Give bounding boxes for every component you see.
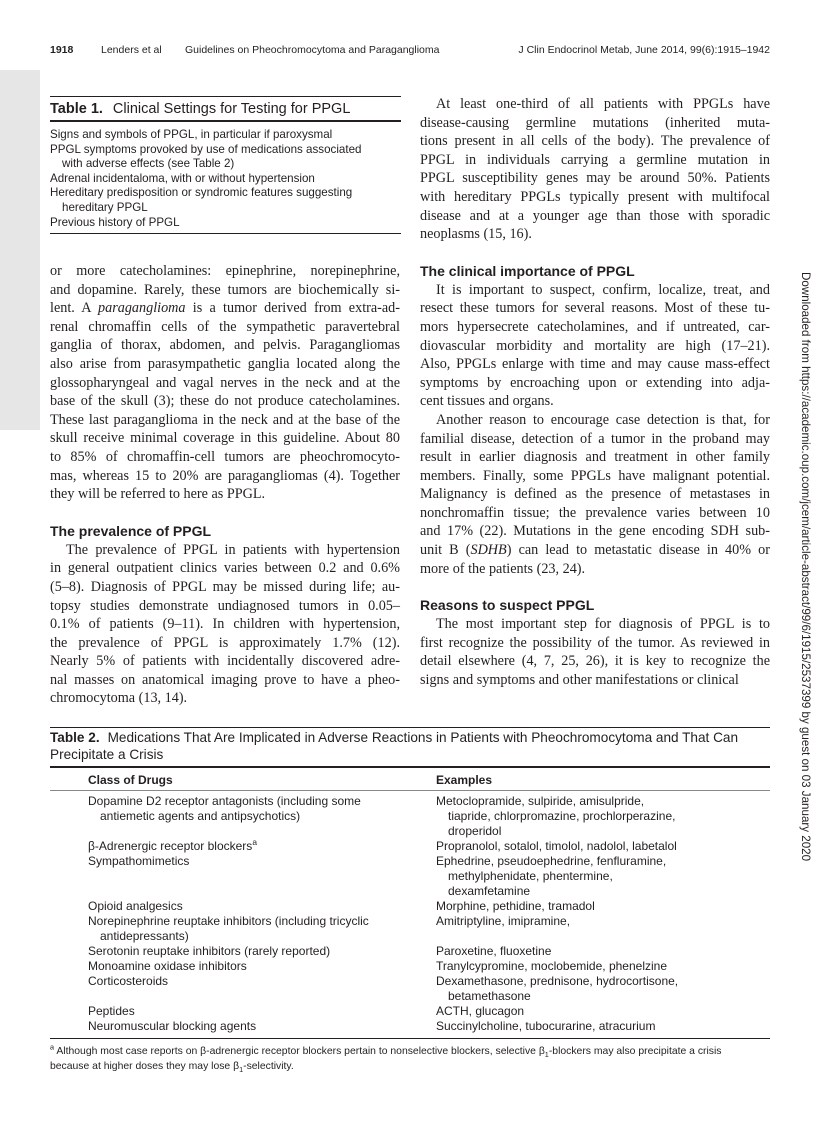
text-line [50,299,400,318]
spacer [420,244,770,261]
cell-line: Ephedrine, pseudoephedrine, fenfluramine, [436,854,667,868]
table-1-caption [50,96,401,122]
text-line: ganglia of thorax, abdomen, and pelvis. Paragangliomas [50,337,400,354]
text-line: Also, PPGLs enlarge with time and may cause mass-effect [420,356,770,373]
text-line: Another reason to encourage case detection is that, for [436,411,770,428]
paragraph [420,615,770,689]
text-line: Malignancy is defined as the presence of metastases in [420,486,770,503]
cell-drug-class [50,854,436,899]
text-run: ) can lead to metastatic disease in 40% or [506,542,770,559]
text-line: PPGL susceptibility genes may be around 50%. Patients [420,170,770,187]
cell-drug-class [50,974,436,1004]
table-1-item: PPGL symptoms provoked by use of medications associated [50,142,362,156]
table-1-item: hereditary PPGL [62,200,148,214]
text-line: It is important to suspect, confirm, localize, treat, and [436,281,770,298]
text-line [420,541,770,560]
text-run: paraganglioma [98,300,186,317]
cell-drug-class [50,839,436,854]
text-line: 0.1% of patients (9–11). In children with hypertension, [50,616,400,633]
text-line: or more catecholamines: epinephrine, norepinephrine, [50,263,400,279]
text-run: is a tumor derived from extra-ad- [185,300,401,317]
text-line: the prevalence of PPGL is approximately 1.7% (12). [50,634,400,651]
footnote-line [50,1059,770,1074]
column-header-class: Class of Drugs [88,773,173,787]
text-run: -blockers may also precipitate a crisis [548,1046,722,1057]
cell-line: Opioid analgesics [88,899,183,913]
paragraph [50,541,400,708]
text-line: These last paraganglioma in the neck and at the base of the [50,411,400,428]
text-line: topsy studies demonstrate undiagnosed tumors in 0.05– [50,597,400,614]
table-row [50,1019,770,1034]
cell-examples [436,1004,770,1019]
cell-drug-class [50,1004,436,1019]
text-line: resect these tumors for several reasons. Most of these tu- [420,300,770,317]
table-1-item: Adrenal incidentaloma, with or without hypertension [50,171,315,185]
page-number: 1918 [50,44,74,56]
column-header-examples: Examples [436,773,493,787]
table-row [50,1004,770,1019]
text-run: a [252,837,257,847]
cell-line [88,839,436,854]
cell-line: antidepressants) [100,929,189,943]
running-header [50,44,770,60]
text-line: familial disease, detection of a tumor in the proband may [420,430,770,447]
table-body [50,791,770,1039]
table-1-item: Previous history of PPGL [50,215,180,229]
cell-line: Corticosteroids [88,974,169,988]
cell-examples [436,839,770,854]
text-run: 1 [239,1065,244,1075]
cell-line: Dexamethasone, prednisone, hydrocortisone, [436,974,679,988]
cell-line: Morphine, pethidine, tramadol [436,899,595,913]
table-row [50,974,770,1004]
text-line: result in earlier diagnosis and treatment in other family [420,449,770,466]
cell-line: dexamfetamine [448,884,531,898]
cell-line: Dopamine D2 receptor antagonists (including some [88,794,361,808]
text-run: SDHB [470,542,507,559]
table-row [50,914,770,944]
cell-drug-class [50,899,436,914]
margin-bar [0,70,40,430]
paragraph [420,95,770,244]
cell-line: Metoclopramide, sulpiride, amisulpride, [436,794,645,808]
spacer [420,578,770,595]
cell-line: Neuromuscular blocking agents [88,1019,257,1033]
text-line: mors hypersecrete catecholamines, and if untreated, car- [420,318,770,335]
table-row [50,794,770,839]
cell-examples [436,1019,770,1034]
text-run: lent. A [50,300,99,317]
text-line: they will be referred to here as PPGL. [50,486,266,503]
right-column [420,95,770,690]
text-line: nonchromaffin tissue; the prevalence varies between 10 [420,504,770,521]
text-line: skull receive minimal coverage in this guideline. About 80 [50,430,400,447]
table-title: Clinical Settings for Testing for PPGL [112,101,351,117]
text-line: to 85% of chromaffin-cell tumors are pheochromocyto- [50,448,400,465]
text-line: in general outpatient clinics varies between 0.2 and 0.6% [50,560,400,577]
text-line: diovascular morbidity and mortality are high (17–21). [420,337,770,354]
text-run: β-Adrenergic receptor blockers [88,839,253,853]
text-run: a [50,1042,55,1052]
cell-examples [436,794,770,839]
cell-drug-class [50,1019,436,1034]
text-line: base of the skull (3); these do not produce catecholamines. [50,393,400,410]
cell-line: Serotonin reuptake inhibitors (rarely reported) [88,944,331,958]
cell-line: betamethasone [448,989,531,1003]
journal-citation: J Clin Endocrinol Metab, June 2014, 99(6):1915–1942 [518,44,770,56]
spacer [50,504,400,521]
cell-line: ACTH, glucagon [436,1004,525,1018]
table-2 [50,727,770,1074]
text-line: members. Finally, some PPGLs have malignant potential. [420,467,770,484]
text-line: The prevalence of PPGL in patients with hypertension [66,541,400,558]
section-heading: The clinical importance of PPGL [420,262,635,279]
text-line: more of the patients (23, 24). [420,560,586,577]
cell-drug-class [50,794,436,839]
table-1-items [50,122,401,234]
cell-line: droperidol [448,824,502,838]
paragraph [420,281,770,411]
table-row [50,944,770,959]
cell-line: Norepinephrine reuptake inhibitors (including tricyclic [88,914,369,928]
cell-drug-class [50,944,436,959]
text-line: neoplasms (15, 16). [420,226,532,243]
cell-drug-class [50,914,436,944]
cell-line: Peptides [88,1004,135,1018]
text-line: detail elsewhere (4, 7, 25, 26), it is key to recognize the [420,653,770,670]
text-line: tions present in all cells of the body). The prevalence of [420,133,770,150]
cell-line: Propranolol, sotalol, timolol, nadolol, labetalol [436,839,677,853]
cell-line: antiemetic agents and antipsychotics) [100,809,301,823]
authors: Lenders et al [101,44,162,56]
cell-line: Tranylcypromine, moclobemide, phenelzine [436,959,667,973]
download-note: Downloaded from https://academic.oup.com/jcem/article-abstract/99/6/1915/2537399 by guest on 03 January 2020 [799,272,812,862]
text-line: symptoms by encroaching upon or extending into adja- [420,374,770,391]
cell-line: Monoamine oxidase inhibitors [88,959,247,973]
cell-examples [436,914,770,944]
text-line: renal chromaffin cells of the sympathetic paravertebral [50,318,400,335]
section-heading: Reasons to suspect PPGL [420,597,595,614]
table-title: Medications That Are Implicated in Adverse Reactions in Patients with Pheochromocytoma and That Can Precipitate a Crisis [50,730,739,762]
table-row [50,839,770,854]
left-column [50,262,400,708]
text-line: Nearly 5% of patients with incidentally discovered adre- [50,653,400,670]
text-run: because at higher doses they may lose β [50,1061,240,1072]
cell-line: Sympathomimetics [88,854,190,868]
cell-examples [436,854,770,899]
table-row [50,899,770,914]
text-run: unit B ( [420,542,471,559]
table-label: Table 1. [50,101,103,117]
cell-line: methylphenidate, phentermine, [448,869,613,883]
text-line: glossopharyngeal and vagal nerves in the neck and at the [50,374,400,391]
table-label: Table 2. [50,730,100,745]
text-line: The most important step for diagnosis of PPGL is to [436,616,770,633]
text-line: and 17% (22). Mutations in the gene encoding SDH sub- [420,523,770,540]
table-1-item: with adverse effects (see Table 2) [62,157,235,171]
cell-line: tiapride, chlorpromazine, prochlorperazine, [448,809,676,823]
paragraph [50,262,400,504]
cell-line: Paroxetine, fluoxetine [436,944,552,958]
text-line: disease-causing germline mutations (inherited muta- [420,114,770,131]
text-line: At least one-third of all patients with PPGLs have [436,96,770,112]
text-line: also arise from parasympathetic ganglia located along the [50,355,400,372]
cell-drug-class [50,959,436,974]
cell-line: Succinylcholine, tubocurarine, atracurium [436,1019,656,1033]
text-line: PPGL in individuals carrying a germline mutation in [420,151,770,168]
table-1-item: Hereditary predisposition or syndromic features suggesting [50,186,353,200]
text-run: Although most case reports on β-adrenergic receptor blockers pertain to nonselective blockers, selective β [54,1046,545,1057]
table-2-caption [50,727,770,768]
text-line: signs and symptoms and other manifestations or clinical [420,672,739,689]
text-run: -selectivity. [243,1061,294,1072]
text-line: with hereditary PPGLs typically present with multifocal [420,188,770,205]
section-heading: The prevalence of PPGL [50,522,212,539]
table-1-item: Signs and symbols of PPGL, in particular if paroxysmal [50,128,333,141]
text-line: nal masses on anatomical imaging prove to have a pheo- [50,671,400,688]
text-run: 1 [544,1050,549,1060]
cell-examples [436,899,770,914]
short-title: Guidelines on Pheochromocytoma and Paraganglioma [185,44,440,56]
text-line: first recognize the possibility of the tumor. As reviewed in [420,634,770,651]
cell-line: Amitriptyline, imipramine, [436,914,571,928]
text-line: and dopamine. Rarely, these tumors are biochemically si- [50,281,400,298]
table-header [50,768,770,791]
cell-examples [436,959,770,974]
text-line: (5–8). Diagnosis of PPGL may be missed during life; au- [50,578,400,595]
cell-examples [436,974,770,1004]
text-line: cent tissues and organs. [420,393,554,410]
table-footnote [50,1039,770,1074]
text-line: mas, whereas 15 to 20% are paragangliomas (4). Together [50,467,400,484]
cell-examples [436,944,770,959]
table-row [50,959,770,974]
text-line: disease and at a younger age than those with sporadic [420,207,770,224]
footnote-line [50,1044,770,1059]
table-1 [50,96,401,234]
paragraph [420,411,770,578]
text-line: chromocytoma (13, 14). [50,690,188,707]
table-row [50,854,770,899]
